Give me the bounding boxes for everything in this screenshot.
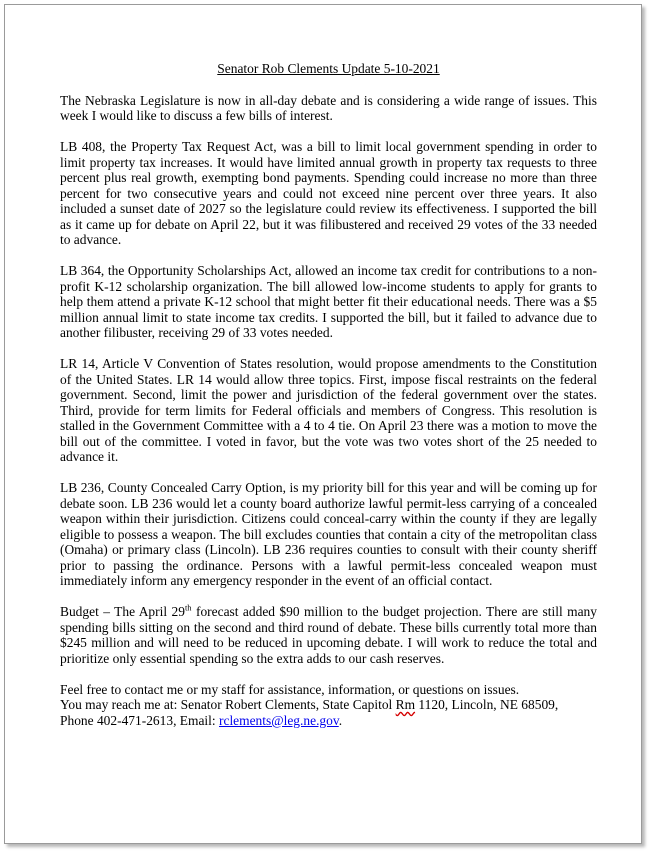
paragraph-lb408: LB 408, the Property Tax Request Act, was a bill to limit local government spending in order to limit property tax increases. It would have limited annual growth in property tax requests to three percent plus real growth, exempting bond payments. Spending could increase no more than three percent for two consecutive years and could not exceed nine percent over three years. It also included a sunset date of 2027 so the legislature could review its effectiveness. I supported the bill as it came up for debate on April 22, but it was filibustered and received 29 votes of the 33 needed to advance. [60,139,597,247]
paragraph-budget [60,604,597,666]
budget-text-rest: forecast added $90 million to the budget projection. There are still many spending bills sitting on the second and third round of debate. These bills currently total more than $245 million and will need to be reduced in upcoming debate. I will work to reduce the total and prioritize only essential spending so the extra adds to our cash reserves. [60,604,597,666]
contact-line-1: Feel free to contact me or my staff for assistance, information, or questions on issues. [60,681,520,697]
contact-line-2-start: You may reach me at: Senator Robert Clements, State Capitol [60,697,396,712]
contact-line-2-end: 1120, Lincoln, NE 68509, [415,697,559,712]
page-title: Senator Rob Clements Update 5-10-2021 [217,61,440,76]
budget-text-start: Budget – The April 29 [60,604,185,619]
document-body [60,61,597,728]
contact-line-3-start: Phone 402-471-2613, Email: [60,712,219,728]
paragraph-lb364: LB 364, the Opportunity Scholarships Act, allowed an income tax credit for contributions to a non-profit K-12 scholarship organization. The bill allowed low-income students to apply for grants to help them attend a private K-12 school that might better fit their educational needs. There was a $5 million annual limit to state income tax credits. I supported the bill, but it failed to advance due to another filibuster, receiving 29 of 33 votes needed. [60,263,597,340]
contact-line-3-end: . [338,712,343,728]
email-link[interactable]: rclements@leg.ne.gov [219,712,339,728]
ordinal-suffix: th [184,602,192,613]
document-page [4,4,642,844]
paragraph-contact [60,682,597,729]
paragraph-lr14: LR 14, Article V Convention of States resolution, would propose amendments to the Constitution of the United States. LR 14 would allow three topics. First, impose fiscal restraints on the federal government. Second, limit the power and jurisdiction of the federal government over the states. Third, provide for term limits for Federal officials and members of Congress. This resolution is stalled in the Government Committee with a 4 to 4 tie. On April 23 there was a motion to move the bill out of the committee. I voted in favor, but the vote was two votes short of the 25 needed to advance it. [60,356,597,464]
room-abbreviation: Rm [395,697,416,712]
paragraph-lb236: LB 236, County Concealed Carry Option, is my priority bill for this year and will be coming up for debate soon. LB 236 would let a county board authorize lawful permit-less carrying of a concealed weapon within their jurisdiction. Citizens could conceal-carry within the county if they are legally eligible to possess a weapon. The bill excludes counties that contain a city of the metropolitan class (Omaha) or primary class (Lincoln). LB 236 requires counties to consult with their county sheriff prior to passing the ordinance. Persons with a lawful permit-less concealed weapon must immediately inform any emergency responder in the event of an official contact. [60,480,597,588]
paragraph-intro: The Nebraska Legislature is now in all-day debate and is considering a wide range of issues. This week I would like to discuss a few bills of interest. [60,92,597,123]
